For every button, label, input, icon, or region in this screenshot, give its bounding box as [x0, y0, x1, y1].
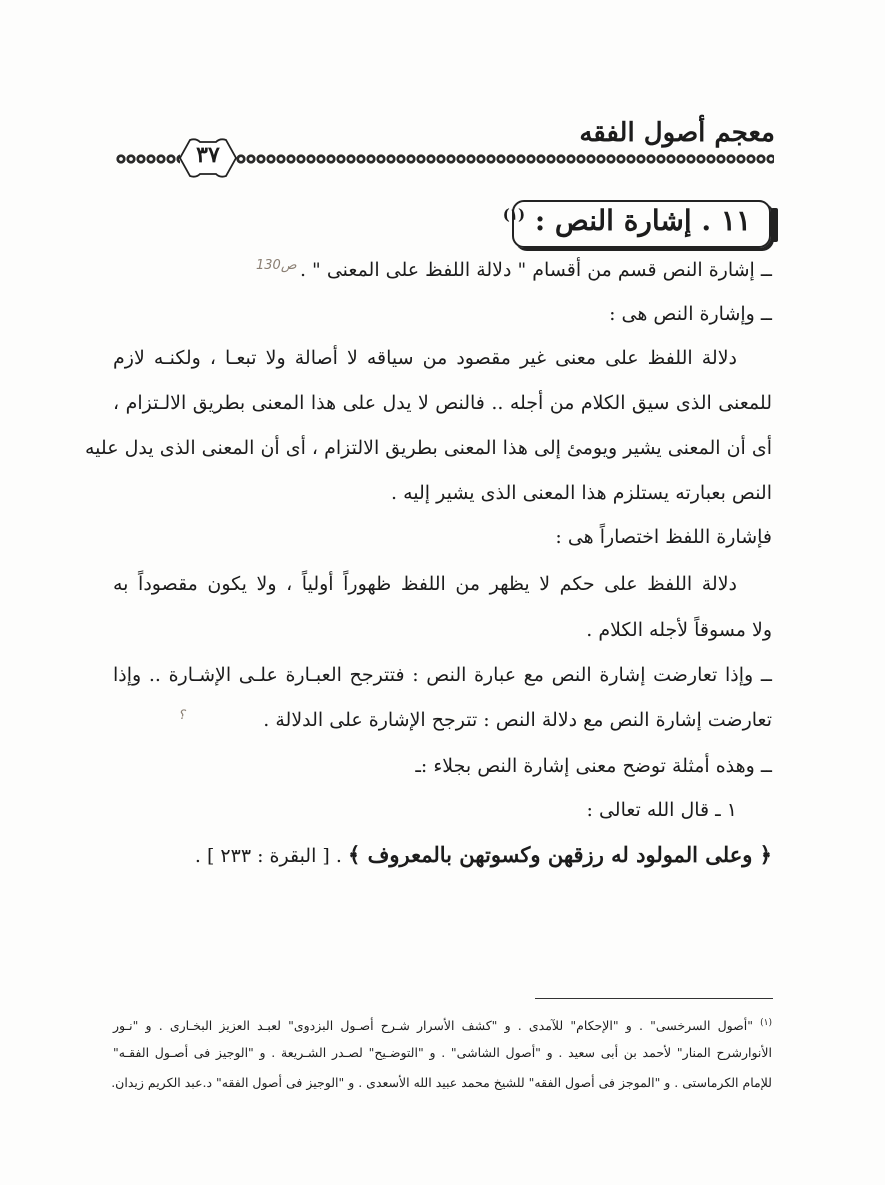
quran-verse-line: [195, 843, 772, 868]
body-line-11: تعارضت إشارة النص مع دلالة النص : تترجح الإشارة على الدلالة .: [263, 709, 772, 731]
footnote-marker: (١): [760, 1018, 772, 1028]
body-line-6: النص بعبارته يستلزم هذا المعنى الذى يشير إليه .: [391, 482, 772, 504]
ornament-dots-left: [116, 152, 180, 166]
ornament-dots-right: [236, 152, 774, 166]
heading-box-accent-bar: [771, 208, 778, 242]
footnote-line-1: [113, 1014, 772, 1035]
header-ornament-border: [116, 142, 774, 170]
section-number: ١١: [720, 204, 751, 237]
body-line-1: ــ إشارة النص قسم من أقسام " دلالة اللفظ على المعنى " .: [299, 259, 772, 281]
body-line-9: ولا مسوقاً لأجله الكلام .: [586, 619, 772, 641]
section-footnote-ref: (١): [502, 205, 526, 224]
body-line-7: فإشارة اللفظ اختصاراً هى :: [555, 526, 772, 548]
page-number-badge: [178, 136, 238, 180]
footnote-line-3: للإمام الكرماستى . و "الموجز فى أصول الفقه" للشيخ محمد عبيد الله الأسعدى . و "الوجيز فى أصول الفقه" د.عبد الكريم زيدان.: [111, 1075, 772, 1090]
section-heading-box: [502, 200, 771, 248]
section-heading: [503, 204, 751, 237]
margin-handwritten-note-1: 130ص: [256, 258, 297, 273]
running-title: معجم أصول الفقه: [579, 118, 775, 148]
body-line-12: ــ وهذه أمثلة توضح معنى إشارة النص بجلاء :ـ: [415, 755, 772, 777]
body-line-5: أى أن المعنى يشير ويومئ إلى هذا المعنى بطريق الالتزام ، أى أن المعنى الذى يدل عليه: [85, 437, 772, 459]
footnote-text-1: "أصول السرخسى" . و "الإحكام" للآمدى . و "كشف الأسرار شـرح أصـول البزدوى" لعبـد العزيز البخـارى . و "نـور: [113, 1018, 753, 1034]
section-title: . إشارة النص :: [534, 204, 712, 237]
margin-handwritten-note-2: ؟: [178, 708, 185, 723]
page-number: ٣٧: [196, 142, 220, 168]
body-line-3: دلالة اللفظ على معنى غير مقصود من سياقه لا أصالة ولا تبعـا ، ولكنـه لازم: [113, 347, 737, 369]
quran-verse: ﴿ وعلى المولود له رزقهن وكسوتهن بالمعروف ﴾: [347, 842, 772, 867]
footnote-line-2: الأنوارشرح المنار" لأحمد بن أبى سعيد . و "أصول الشاشى" . و "التوضـيح" لصـدر الشـريعة . و "الوجيز فى أصـول الفقـه": [113, 1045, 772, 1060]
body-line-10: ــ وإذا تعارضت إشارة النص مع عبارة النص : فتترجح العبـارة علـى الإشـارة .. وإذا: [113, 664, 772, 686]
footnote-separator: [535, 998, 773, 999]
body-line-13: ١ ـ قال الله تعالى :: [586, 799, 737, 821]
body-line-2: ــ وإشارة النص هى :: [609, 303, 772, 325]
verse-reference: . [ البقرة : ٢٣٣ ] .: [194, 845, 342, 867]
body-line-4: للمعنى الذى سيق الكلام من أجله .. فالنص لا يدل على هذا المعنى بطريق الالـتزام ،: [113, 392, 772, 414]
body-line-8: دلالة اللفظ على حكم لا يظهر من اللفظ ظهوراً أولياً ، ولا يكون مقصوداً به: [113, 573, 737, 595]
